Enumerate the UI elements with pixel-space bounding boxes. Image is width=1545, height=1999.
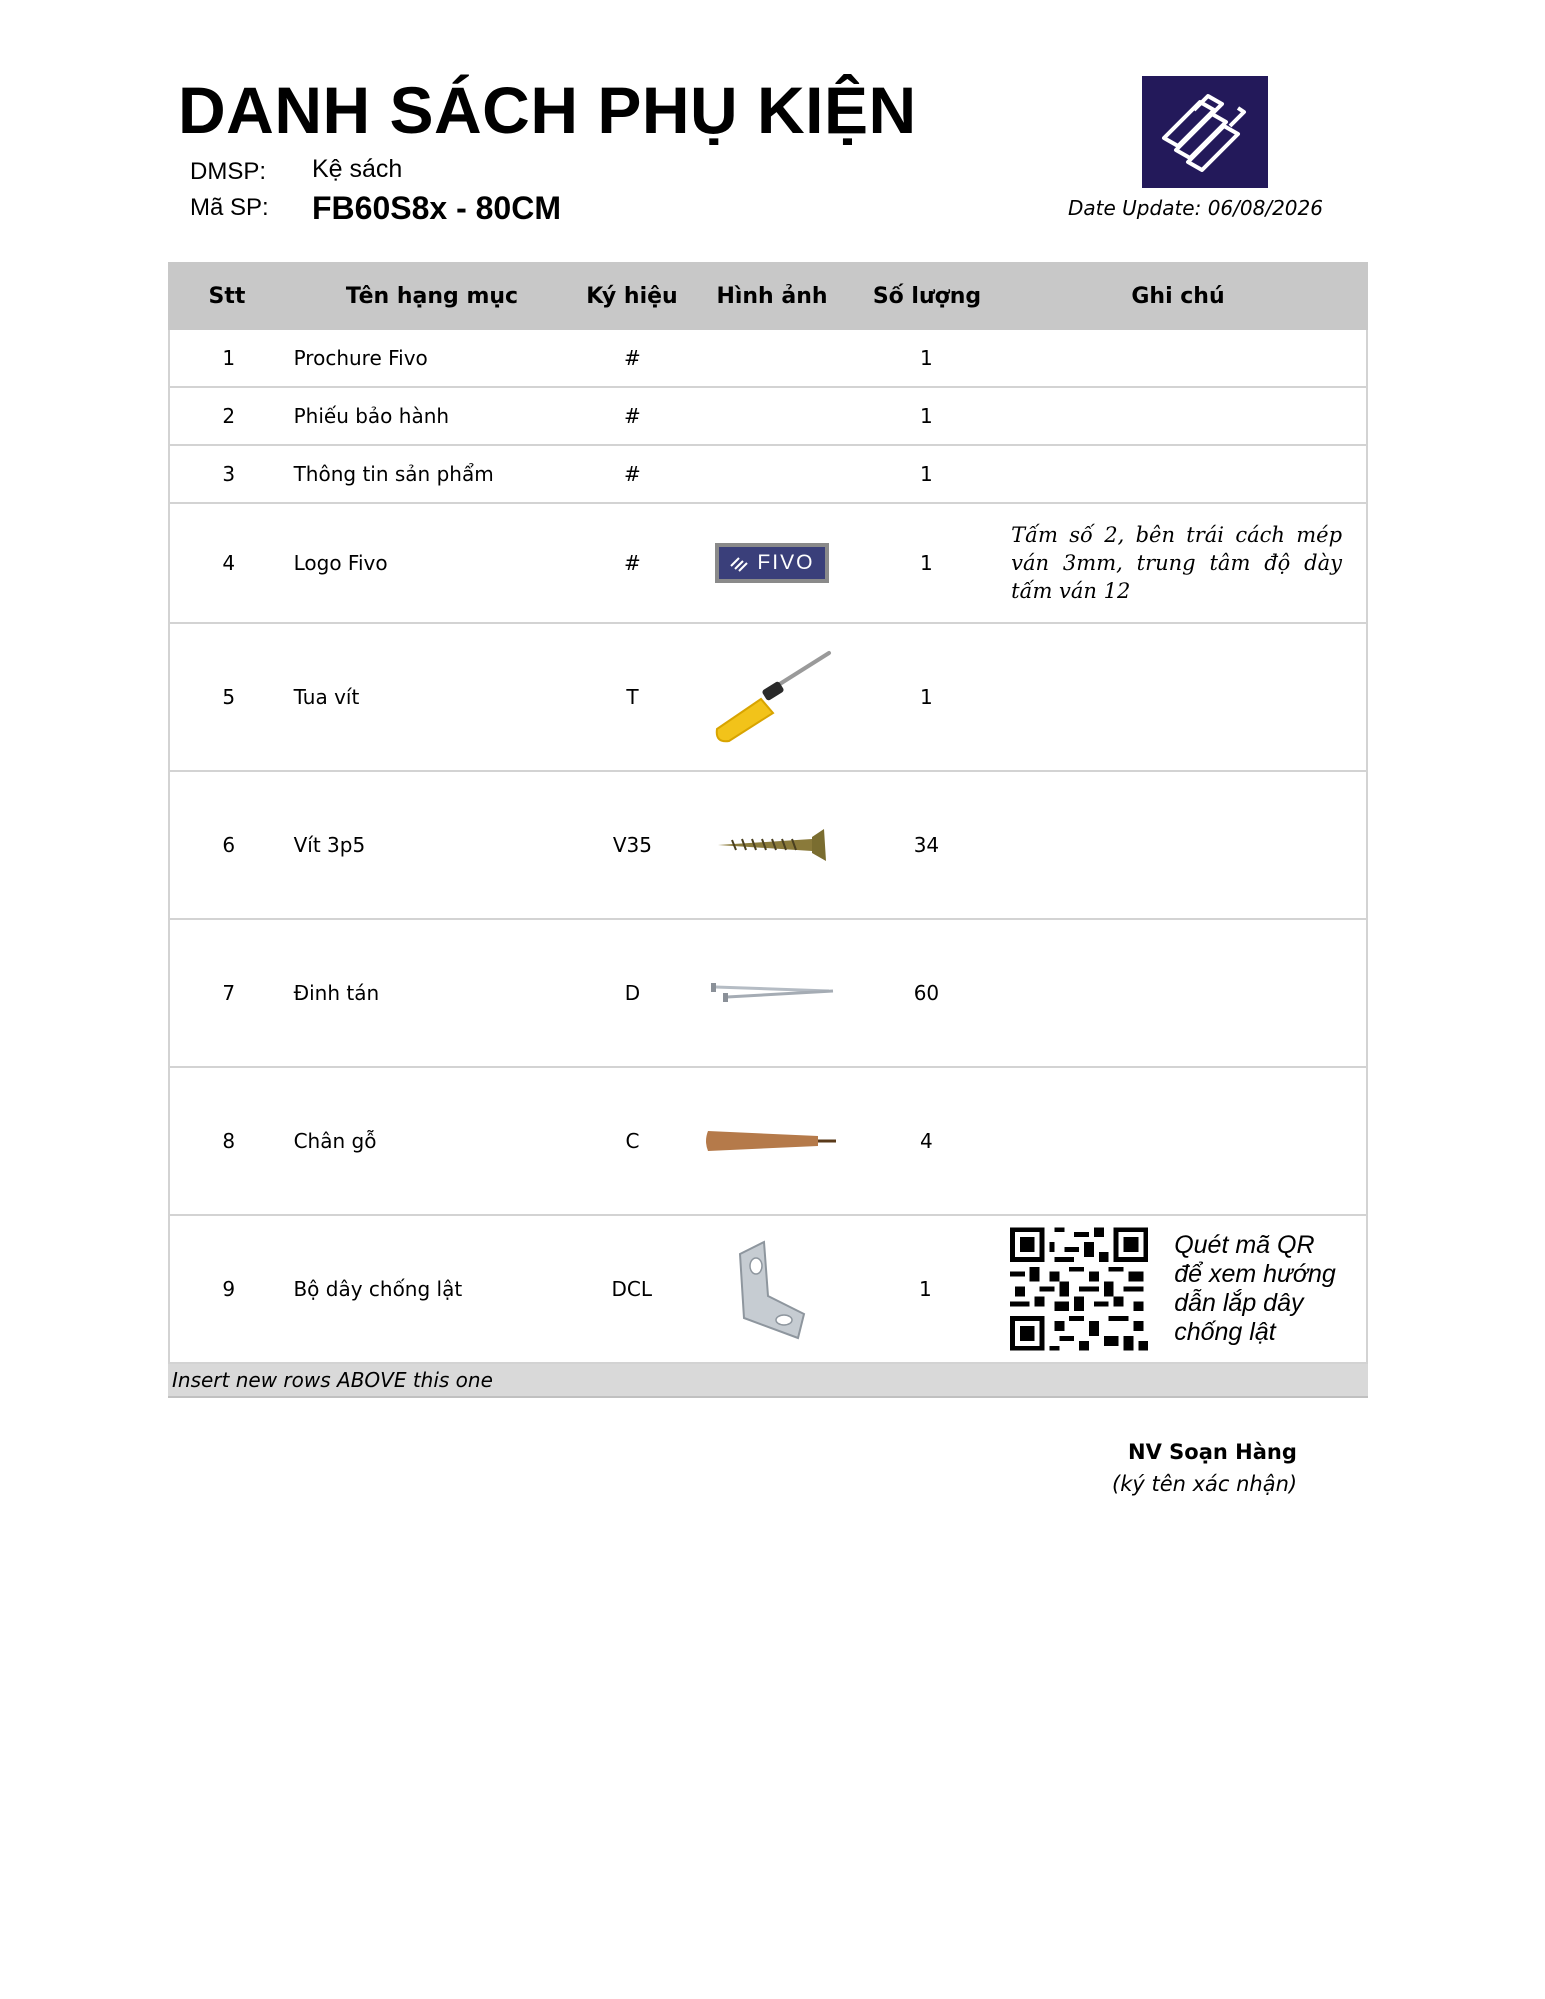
row-stt: 2 [222, 404, 236, 428]
row-note [1001, 521, 1366, 605]
row-image [692, 1234, 851, 1344]
qr-note [1010, 1226, 1342, 1352]
dmsp-value: Kệ sách [312, 155, 403, 183]
row-symbol: # [624, 346, 641, 370]
screwdriver-icon [707, 647, 837, 747]
column-header-name: Tên hạng mục [345, 283, 519, 309]
row-symbol: # [624, 462, 641, 486]
column-header-symbol: Ký hiệu [586, 283, 678, 309]
row-image [692, 825, 851, 865]
row-qty: 1 [920, 346, 933, 370]
table-row [168, 388, 1368, 446]
row-qty: 1 [920, 551, 933, 575]
table-header [168, 262, 1368, 330]
table-row [168, 1068, 1368, 1216]
row-name: Prochure Fivo [293, 346, 428, 370]
row-stt: 8 [222, 1129, 236, 1153]
signature-role: NV Soạn Hàng [1128, 1440, 1297, 1464]
accessories-table [168, 262, 1368, 1398]
row-note [1000, 1226, 1366, 1352]
row-image [692, 973, 851, 1013]
row-name: Phiếu bảo hành [293, 404, 450, 428]
fivo-mark-icon [729, 554, 751, 572]
row-qty: 34 [913, 833, 940, 857]
column-header-stt: Stt [208, 283, 246, 309]
brand-logo [1142, 76, 1268, 188]
row-stt: 6 [222, 833, 236, 857]
screw-icon [712, 825, 832, 865]
row-image [692, 1121, 851, 1161]
fivo-logo-plate-image [715, 543, 829, 583]
row-stt: 1 [222, 346, 236, 370]
fivo-plate-text: FIVO [757, 551, 815, 574]
column-header-image: Hình ảnh [716, 283, 828, 309]
row-name: Chân gỗ [293, 1129, 377, 1153]
row-qty: 1 [920, 462, 933, 486]
l-bracket-icon [726, 1234, 816, 1344]
row-qty: 1 [920, 404, 933, 428]
table-row [168, 772, 1368, 920]
insert-rows-hint-text: Insert new rows ABOVE this one [172, 1368, 493, 1392]
row-symbol: # [624, 404, 641, 428]
row-symbol: DCL [611, 1277, 653, 1301]
row-qty: 4 [920, 1129, 933, 1153]
row-name: Đinh tán [293, 981, 380, 1005]
row-symbol: D [624, 981, 641, 1005]
signature-hint: (ký tên xác nhận) [1112, 1472, 1298, 1496]
row-name: Thông tin sản phẩm [293, 462, 494, 486]
row-qty: 60 [913, 981, 940, 1005]
wooden-leg-icon [702, 1121, 842, 1161]
row-symbol: V35 [612, 833, 652, 857]
masp-value: FB60S8x - 80CM [312, 190, 561, 226]
row-note-text: Tấm số 2, bên trái cách mép ván 3mm, trung tâm độ dày tấm ván 12 [1011, 523, 1343, 603]
table-row [168, 330, 1368, 388]
masp-label: Mã SP: [190, 194, 269, 221]
row-symbol: # [624, 551, 641, 575]
row-name: Vít 3p5 [293, 833, 366, 857]
row-image [692, 647, 851, 747]
table-row [168, 920, 1368, 1068]
row-name: Tua vít [293, 685, 360, 709]
column-header-note: Ghi chú [1131, 283, 1225, 309]
qr-code-icon[interactable] [1010, 1226, 1148, 1352]
qr-instruction-text: Quét mã QR để xem hướng dẫn lắp dây chống lật [1174, 1231, 1336, 1346]
column-header-qty: Số lượng [872, 283, 982, 309]
row-stt: 3 [222, 462, 236, 486]
brand-logo-icon [1142, 76, 1268, 188]
table-row [168, 504, 1368, 624]
insert-rows-hint [168, 1364, 1368, 1398]
dmsp-label: DMSP: [190, 158, 267, 185]
row-stt: 7 [222, 981, 236, 1005]
row-stt: 9 [222, 1277, 236, 1301]
row-symbol: T [626, 685, 639, 709]
nails-icon [707, 973, 837, 1013]
row-qty: 1 [919, 1277, 932, 1301]
date-update: Date Update: 06/08/2026 [1068, 196, 1323, 220]
row-stt: 5 [222, 685, 236, 709]
row-symbol: C [625, 1129, 640, 1153]
table-row [168, 1216, 1368, 1364]
row-name: Logo Fivo [293, 551, 388, 575]
table-row [168, 446, 1368, 504]
row-name: Bộ dây chống lật [293, 1277, 463, 1301]
row-image [692, 543, 851, 583]
row-stt: 4 [222, 551, 236, 575]
page-title: DANH SÁCH PHỤ KIỆN [178, 73, 917, 147]
row-qty: 1 [920, 685, 933, 709]
table-row [168, 624, 1368, 772]
